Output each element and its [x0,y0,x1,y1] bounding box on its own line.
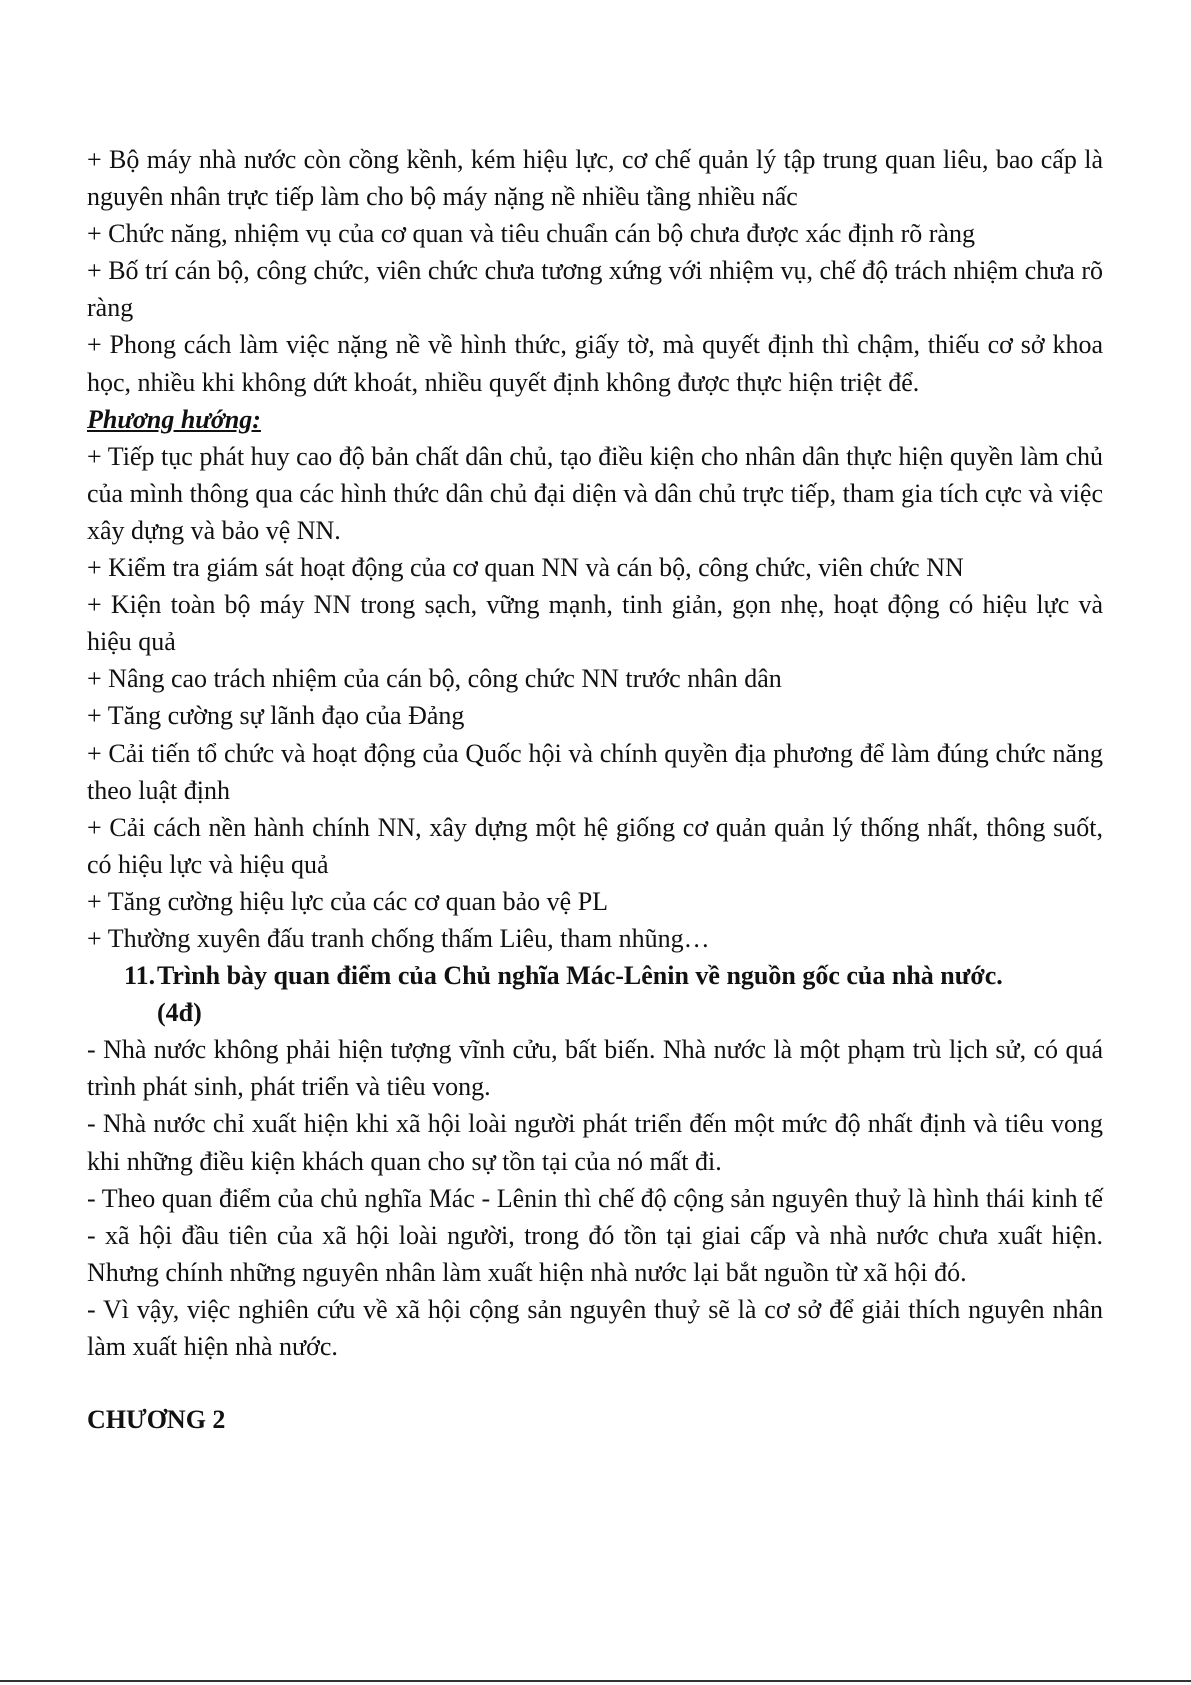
body-paragraph: + Tiếp tục phát huy cao độ bản chất dân chủ, tạo điều kiện cho nhân dân thực hiện quyền làm chủ của mình thông qua các hình thức dân chủ đại diện và dân chủ trực tiếp, tham gia tích cực và việc xây dựng và bảo vệ NN. [87,441,1103,545]
question-title: Trình bày quan điểm của Chủ nghĩa Mác-Lênin về nguồn gốc của nhà nước. [157,961,1003,991]
body-paragraph: + Bộ máy nhà nước còn cồng kềnh, kém hiệu lực, cơ chế quản lý tập trung quan liêu, bao cấp là nguyên nhân trực tiếp làm cho bộ máy nặng nề nhiều tầng nhiều nấc [87,145,1103,212]
body-paragraph: + Kiện toàn bộ máy NN trong sạch, vững mạnh, tinh giản, gọn nhẹ, hoạt động có hiệu lực và hiệu quả [87,590,1103,657]
body-paragraph: - Theo quan điểm của chủ nghĩa Mác - Lênin thì chế độ cộng sản nguyên thuỷ là hình thái kinh tế - xã hội đầu tiên của xã hội loài người, trong đó tồn tại giai cấp và nhà nước chưa xuất hiện. Nhưng chính những nguyên nhân làm xuất hiện nhà nước lại bắt nguồn từ xã hội đó. [87,1183,1103,1287]
body-paragraph: + Cải cách nền hành chính NN, xây dựng một hệ giống cơ quản quản lý thống nhất, thông suốt, có hiệu lực và hiệu quả [87,812,1103,879]
document-page [87,141,1103,1438]
body-paragraph: - Vì vậy, việc nghiên cứu về xã hội cộng sản nguyên thuỷ sẽ là cơ sở để giải thích nguyên nhân làm xuất hiện nhà nước. [87,1294,1103,1361]
question-heading [87,957,1103,1031]
page-bottom-border [0,1680,1191,1682]
body-paragraph: + Chức năng, nhiệm vụ của cơ quan và tiêu chuẩn cán bộ chưa được xác định rõ ràng [87,219,975,249]
body-paragraph: + Nâng cao trách nhiệm của cán bộ, công chức NN trước nhân dân [87,664,782,694]
body-paragraph: + Bố trí cán bộ, công chức, viên chức chưa tương xứng với nhiệm vụ, chế độ trách nhiệm chưa rõ ràng [87,256,1103,323]
body-paragraph: + Tăng cường sự lãnh đạo của Đảng [87,701,465,731]
section-heading-phuong-huong: Phương hướng: [87,404,261,434]
body-paragraph: - Nhà nước không phải hiện tượng vĩnh cửu, bất biến. Nhà nước là một phạm trù lịch sử, có quá trình phát sinh, phát triển và tiêu vong. [87,1035,1103,1102]
body-paragraph: + Thường xuyên đấu tranh chống thấm Liêu, tham nhũng… [87,923,710,953]
chapter-heading: CHƯƠNG 2 [87,1405,226,1435]
body-paragraph: + Tăng cường hiệu lực của các cơ quan bảo vệ PL [87,886,609,916]
question-number: 11. [124,961,156,991]
question-points: (4đ) [157,998,202,1028]
body-paragraph: + Phong cách làm việc nặng nề về hình thức, giấy tờ, mà quyết định thì chậm, thiếu cơ sở khoa học, nhiều khi không dứt khoát, nhiều quyết định không được thực hiện triệt để. [87,330,1103,397]
body-paragraph: - Nhà nước chỉ xuất hiện khi xã hội loài người phát triển đến một mức độ nhất định và tiêu vong khi những điều kiện khách quan cho sự tồn tại của nó mất đi. [87,1109,1103,1176]
body-paragraph: + Kiểm tra giám sát hoạt động của cơ quan NN và cán bộ, công chức, viên chức NN [87,553,964,583]
body-paragraph: + Cải tiến tổ chức và hoạt động của Quốc hội và chính quyền địa phương để làm đúng chức năng theo luật định [87,738,1103,805]
